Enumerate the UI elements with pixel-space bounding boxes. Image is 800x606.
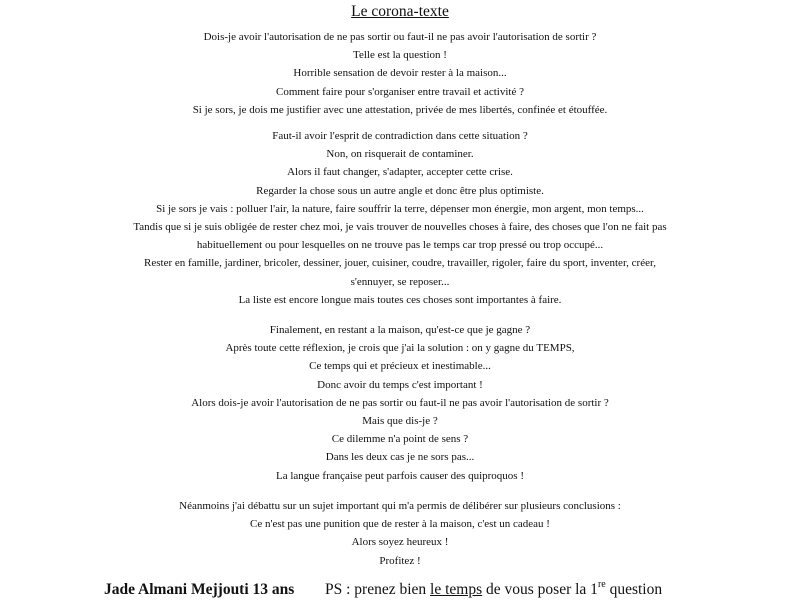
text-line: Ce dilemme n'a point de sens ? [331,433,469,446]
ps-suffix: question [605,581,663,598]
text-line: Rester en famille, jardiner, bricoler, dessiner, jouer, cuisiner, coudre, travailler, rigoler, faire du sport, inventer, créer, [144,257,656,270]
text-line: habituellement ou pour lesquelles on ne trouve pas le temps car trop pressé ou trop occupé... [196,239,604,252]
text-line: Finalement, en restant a la maison, qu'est-ce que je gagne ? [269,324,531,336]
text-line: s'ennuyer, se reposer... [350,275,450,288]
text-line: La langue française peut parfois causer des quiproquos ! [275,469,524,482]
text-line: Alors soyez heureux ! [351,536,449,549]
document-title: Le corona-texte [351,3,449,20]
text-line: Dans les deux cas je ne sors pas... [325,451,475,464]
text-line: Faut-il avoir l'esprit de contradiction dans cette situation ? [272,130,528,142]
text-line: Après toute cette réflexion, je crois que j'ai la solution : on y gagne du TEMPS, [225,342,575,355]
stanza-3 [0,321,800,485]
text-line: Dois-je avoir l'autorisation de ne pas sortir ou faut-il ne pas avoir l'autorisation de sortir ? [203,31,597,43]
ps-middle: de vous poser la 1 [482,581,598,598]
stanza-2 [0,127,800,309]
text-line: Ce n'est pas une punition que de rester à la maison, c'est un cadeau ! [250,518,550,531]
text-line: Alors il faut changer, s'adapter, accepter cette crise. [287,166,513,179]
ps-prefix: PS : prenez bien [325,581,431,598]
text-line: Si je sors, je dois me justifier avec une attestation, privée de mes libertés, confinée et étouffée. [192,103,608,116]
text-line: Comment faire pour s'organiser entre travail et activité ? [276,85,524,98]
stanza-1 [0,28,800,119]
ps-superscript: re [597,578,606,590]
text-line: Ce temps qui et précieux et inestimable... [309,360,491,373]
footer [0,580,800,600]
text-line: La liste est encore longue mais toutes ces choses sont importantes à faire. [238,293,562,306]
text-line: Telle est la question ! [353,49,447,62]
ps-underlined-text: le temps [430,581,483,598]
text-line: Horrible sensation de devoir rester à la maison... [293,67,507,80]
postscript [325,580,662,600]
text-line: Si je sors je vais : polluer l'air, la nature, faire souffrir la terre, dépenser mon énergie, mon argent, mon temps... [156,202,644,215]
text-line: Non, on risquerait de contaminer. [326,148,474,161]
text-line: Néanmoins j'ai débattu sur un sujet important qui m'a permis de délibérer sur plusieurs conclusions : [179,500,621,512]
text-line: Donc avoir du temps c'est important ! [317,378,483,391]
stanza-4 [0,497,800,570]
author-signature: Jade Almani Mejjouti 13 ans [104,581,295,598]
text-line: Tandis que si je suis obligée de rester chez moi, je vais trouver de nouvelles choses à faire, des choses que l'on ne fait pas [133,221,667,234]
text-line: Mais que dis-je ? [362,415,438,428]
text-line: Alors dois-je avoir l'autorisation de ne pas sortir ou faut-il ne pas avoir l'autorisation de sortir ? [191,396,609,409]
text-line: Profitez ! [379,554,421,567]
text-line: Regarder la chose sous un autre angle et donc être plus optimiste. [256,184,544,197]
